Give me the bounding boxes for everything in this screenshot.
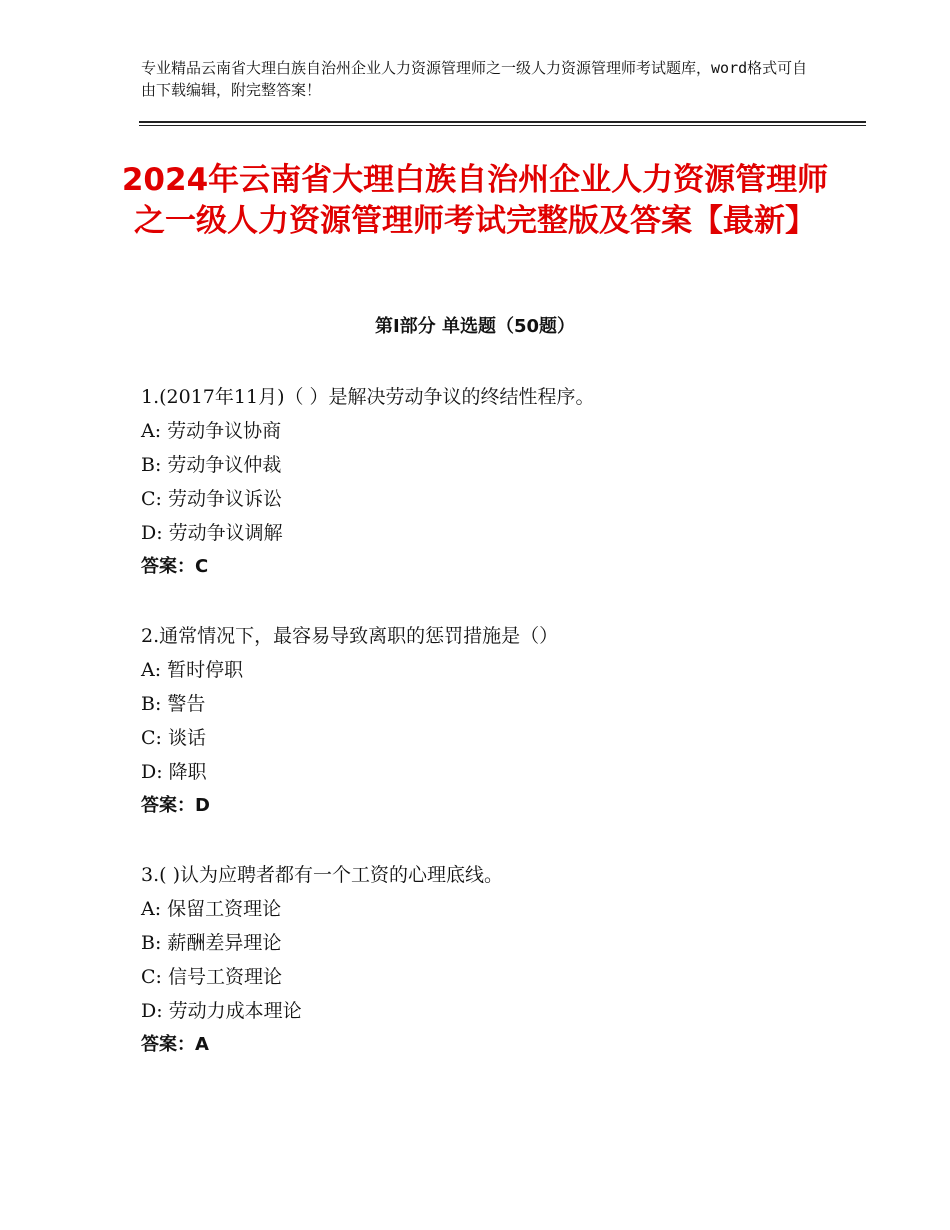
question-block-3 (141, 861, 841, 1065)
question-block-1 (141, 383, 841, 587)
header-note: 专业精品云南省大理白族自治州企业人力资源管理师之一级人力资源管理师考试题库，word格式可自由下载编辑，附完整答案！ (141, 59, 808, 99)
option-a: A: 暂时停职 (141, 659, 244, 681)
answer-line: 答案：A (141, 1034, 209, 1055)
document-title: 2024年云南省大理白族自治州企业人力资源管理师之一级人力资源管理师考试完整版及答案【最新】 (121, 162, 829, 239)
option-d: D: 降职 (141, 761, 207, 783)
option-c: C: 谈话 (141, 727, 206, 749)
option-b: B: 劳动争议仲裁 (141, 454, 282, 476)
section-heading: 第Ⅰ部分 单选题（50题） (374, 316, 575, 337)
answer-line: 答案：C (141, 556, 209, 577)
option-c: C: 信号工资理论 (141, 966, 282, 988)
option-a: A: 保留工资理论 (141, 898, 282, 920)
option-c: C: 劳动争议诉讼 (141, 488, 282, 510)
header-divider-thin (139, 125, 866, 126)
question-block-2 (141, 622, 841, 826)
question-stem: 2.通常情况下，最容易导致离职的惩罚措施是（） (141, 625, 559, 647)
option-b: B: 薪酬差异理论 (141, 932, 282, 954)
option-a: A: 劳动争议协商 (141, 420, 282, 442)
option-b: B: 警告 (141, 693, 206, 715)
header-divider-thick (139, 121, 866, 123)
answer-line: 答案：D (141, 795, 210, 816)
question-stem: 1.(2017年11月)（ ）是解决劳动争议的终结性程序。 (141, 386, 595, 408)
option-d: D: 劳动争议调解 (141, 522, 283, 544)
option-d: D: 劳动力成本理论 (141, 1000, 302, 1022)
question-stem: 3.( )认为应聘者都有一个工资的心理底线。 (141, 864, 503, 886)
